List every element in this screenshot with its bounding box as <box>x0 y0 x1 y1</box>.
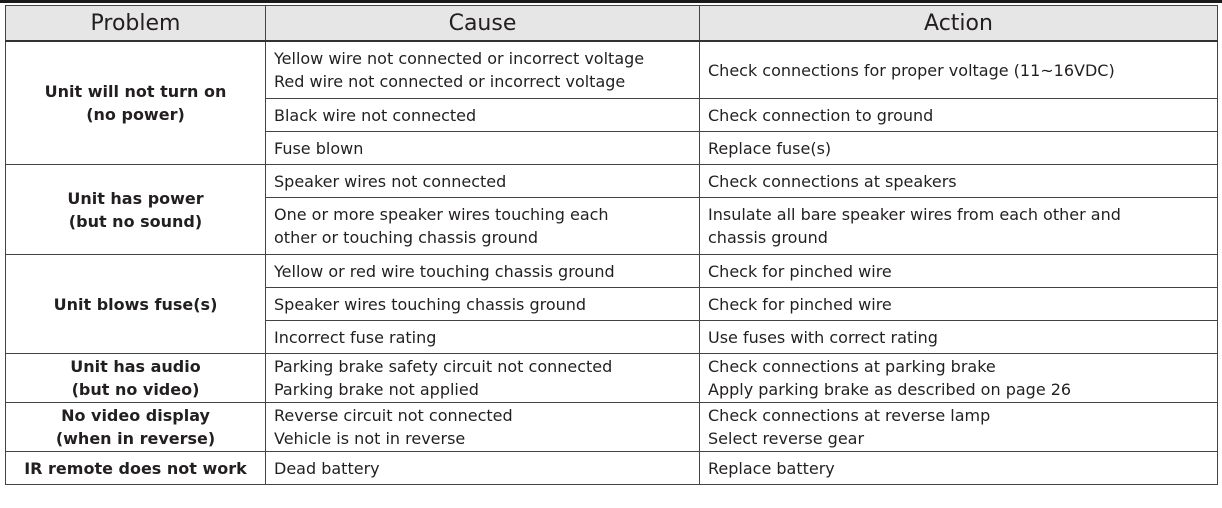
cause-cell <box>266 452 700 485</box>
problem-line: (no power) <box>86 105 185 124</box>
action-line: Select reverse gear <box>708 429 865 448</box>
problem-cell <box>6 165 266 255</box>
action-line: Insulate all bare speaker wires from each other and <box>708 205 1121 224</box>
action-cell <box>700 41 1218 99</box>
cause-line: Speaker wires touching chassis ground <box>274 294 587 314</box>
cause-cell <box>266 354 700 403</box>
action-line: Check connections at parking brake <box>708 357 996 376</box>
problem-line: Unit will not turn on <box>44 82 227 101</box>
cause-line: Fuse blown <box>274 138 364 158</box>
table-row <box>6 41 1218 99</box>
troubleshooting-table <box>5 5 1218 485</box>
problem-line: (but no sound) <box>68 211 203 231</box>
cause-cell <box>266 198 700 255</box>
cause-cell <box>266 288 700 321</box>
cause-cell <box>266 165 700 198</box>
problem-cell <box>6 41 266 165</box>
table-row <box>6 452 1218 485</box>
problem-cell <box>6 255 266 354</box>
cause-cell <box>266 403 700 452</box>
cause-line: Dead battery <box>274 458 380 478</box>
problem-line: IR remote does not work <box>24 458 247 478</box>
problem-line: No video display <box>61 406 210 425</box>
action-cell <box>700 452 1218 485</box>
table-row <box>6 403 1218 452</box>
action-cell <box>700 165 1218 198</box>
cause-line: Reverse circuit not connected <box>274 406 513 425</box>
table-row <box>6 255 1218 288</box>
header-row <box>6 6 1218 42</box>
header-cause: Cause <box>266 6 700 42</box>
cause-cell <box>266 41 700 99</box>
action-cell <box>700 321 1218 354</box>
cause-line: Parking brake safety circuit not connected <box>274 357 613 376</box>
problem-cell <box>6 354 266 403</box>
action-cell <box>700 198 1218 255</box>
cause-line: Yellow wire not connected or incorrect voltage <box>274 49 645 68</box>
action-line: Check connections at reverse lamp <box>708 406 991 425</box>
cause-cell <box>266 255 700 288</box>
table-row <box>6 354 1218 403</box>
action-cell <box>700 132 1218 165</box>
problem-line: Unit has power <box>67 188 204 208</box>
action-line: Check connections at speakers <box>708 171 957 191</box>
problem-cell <box>6 452 266 485</box>
header-problem: Problem <box>6 6 266 42</box>
action-cell <box>700 99 1218 132</box>
cause-line: Black wire not connected <box>274 105 477 125</box>
cause-line: other or touching chassis ground <box>274 228 539 247</box>
action-line: Use fuses with correct rating <box>708 327 938 347</box>
problem-line: Unit blows fuse(s) <box>53 294 218 314</box>
cause-line: Red wire not connected or incorrect voltage <box>274 72 626 91</box>
action-line: Replace fuse(s) <box>708 138 832 158</box>
problem-cell <box>6 403 266 452</box>
action-line: Check connection to ground <box>708 105 934 125</box>
cause-line: Parking brake not applied <box>274 380 479 399</box>
action-line: Replace battery <box>708 458 835 478</box>
top-rule <box>0 0 1222 3</box>
header-action: Action <box>700 6 1218 42</box>
cause-cell <box>266 99 700 132</box>
cause-cell <box>266 132 700 165</box>
action-line: Check for pinched wire <box>708 261 892 281</box>
cause-line: Yellow or red wire touching chassis ground <box>274 261 615 281</box>
problem-line: (when in reverse) <box>55 429 216 448</box>
cause-cell <box>266 321 700 354</box>
action-cell <box>700 403 1218 452</box>
action-line: chassis ground <box>708 228 828 247</box>
action-line: Check for pinched wire <box>708 294 892 314</box>
cause-line: Vehicle is not in reverse <box>274 429 466 448</box>
action-line: Apply parking brake as described on page 26 <box>708 380 1072 399</box>
action-cell <box>700 255 1218 288</box>
action-cell <box>700 288 1218 321</box>
problem-line: Unit has audio <box>70 357 201 376</box>
action-line: Check connections for proper voltage (11~16VDC) <box>708 60 1115 80</box>
cause-line: Speaker wires not connected <box>274 171 507 191</box>
action-cell <box>700 354 1218 403</box>
cause-line: Incorrect fuse rating <box>274 327 437 347</box>
table-row <box>6 165 1218 198</box>
cause-line: One or more speaker wires touching each <box>274 205 609 224</box>
problem-line: (but no video) <box>71 380 200 399</box>
